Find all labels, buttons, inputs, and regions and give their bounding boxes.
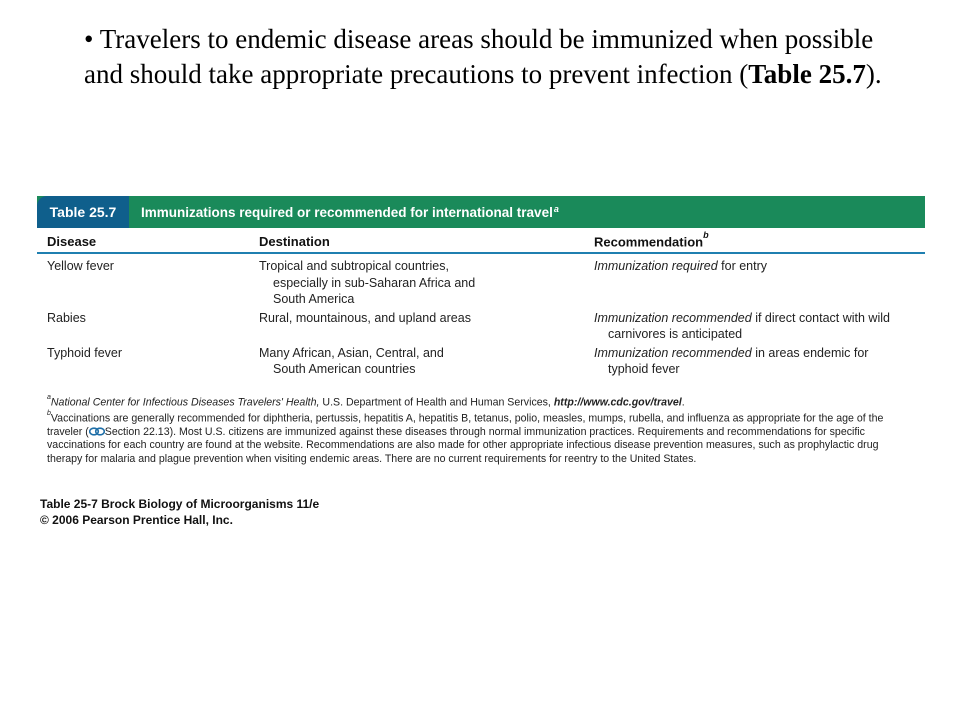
caption-line-1: Table 25-7 Brock Biology of Microorganisms 11/e	[40, 497, 320, 511]
destination-cell	[259, 258, 594, 308]
footnote-a-marker: a	[47, 393, 51, 401]
recommendation-cell	[594, 310, 925, 343]
disease-cell: Rabies	[47, 310, 86, 325]
caption-line-2: © 2006 Pearson Prentice Hall, Inc.	[40, 513, 233, 527]
table-header-bar	[37, 196, 925, 228]
disease-cell: Yellow fever	[47, 259, 114, 273]
destination-line: Rural, mountainous, and upland areas	[259, 310, 471, 325]
column-header-destination: Destination	[259, 234, 330, 249]
destination-line: Tropical and subtropical countries,	[259, 259, 449, 273]
destination-line: especially in sub-Saharan Africa and	[273, 275, 476, 290]
footnote-a-end: .	[681, 396, 685, 409]
recommendation-type: Immunization recommended	[594, 310, 752, 325]
destination-line: South America	[273, 292, 355, 306]
table-row	[37, 310, 925, 343]
destination-line: South American countries	[273, 362, 416, 376]
recommendation-line-2: carnivores is anticipated	[608, 327, 743, 341]
recommendation-line-2: typhoid fever	[608, 362, 680, 376]
table-row	[37, 345, 925, 378]
destination-cell	[259, 345, 594, 378]
recommendation-cell	[594, 345, 925, 378]
footnote-b-text-end: Section 22.13). Most U.S. citizens are immunized against these diseases through normal immunization practices. Requirements and recommendations for specific vaccinations for each country are found at the website. Recommendations are also made for other appropriate infectious disease prevention measures, such as prophylactic drug therapy for malaria and plague prevention when visiting endemic areas. There are no current requirements for reentry to the United States.	[47, 426, 879, 465]
footnote-b-text-start: Vaccinations are generally recommended for diphtheria, pertussis, hepatitis A, hepatitis B, tetanus, polio, measles, mumps, rubella, and influenza as appropriate for the age of the traveler (	[47, 412, 884, 439]
bullet-text-end: ).	[865, 59, 882, 89]
column-header-disease: Disease	[47, 234, 97, 249]
table-row	[37, 258, 925, 308]
table-column-headers	[37, 228, 925, 254]
figure-caption	[40, 496, 319, 528]
disease-cell: Typhoid fever	[47, 345, 123, 360]
recommendation-cell	[594, 258, 925, 308]
table-body	[37, 254, 925, 378]
recommendation-type: Immunization required	[594, 259, 718, 273]
recommendation-line	[594, 345, 925, 362]
table-reference: Table 25.7	[748, 59, 866, 89]
column-header-recommendation	[594, 229, 925, 249]
linked-chain-icon	[89, 427, 105, 436]
recommendation-header-text: Recommendation	[594, 234, 704, 249]
recommendation-detail: in areas endemic for	[751, 345, 869, 360]
recommendation-detail: for entry	[717, 259, 767, 273]
footnote-b-marker: b	[47, 410, 51, 418]
recommendation-detail: if direct contact with wild	[751, 310, 890, 325]
destination-cell	[259, 310, 594, 343]
destination-line: Many African, Asian, Central, and	[259, 345, 444, 360]
slide-bullet-text	[84, 22, 904, 92]
bullet-text: Travelers to endemic disease areas should be immunized when possible and should take appropriate precautions to prevent infection (	[84, 24, 874, 89]
table-title	[129, 196, 559, 228]
footnote-a-link[interactable]: http://www.cdc.gov/travel	[553, 396, 682, 409]
footnote-a-text: U.S. Department of Health and Human Services,	[319, 396, 554, 409]
table-title-text: Immunizations required or recommended for international travel	[141, 204, 553, 220]
footnote-a	[47, 393, 915, 410]
recommendation-line	[594, 258, 925, 275]
footnote-b	[47, 409, 915, 466]
table-footnotes	[37, 393, 915, 467]
table-title-footnote: a	[553, 204, 559, 214]
footnote-a-source: National Center for Infectious Diseases Travelers' Health,	[50, 396, 320, 409]
table-number-tag: Table 25.7	[37, 196, 129, 228]
recommendation-line	[594, 310, 925, 327]
immunization-table	[37, 196, 925, 466]
recommendation-type: Immunization recommended	[594, 345, 752, 360]
recommendation-footnote: b	[703, 229, 709, 240]
bullet-marker: •	[84, 24, 94, 54]
